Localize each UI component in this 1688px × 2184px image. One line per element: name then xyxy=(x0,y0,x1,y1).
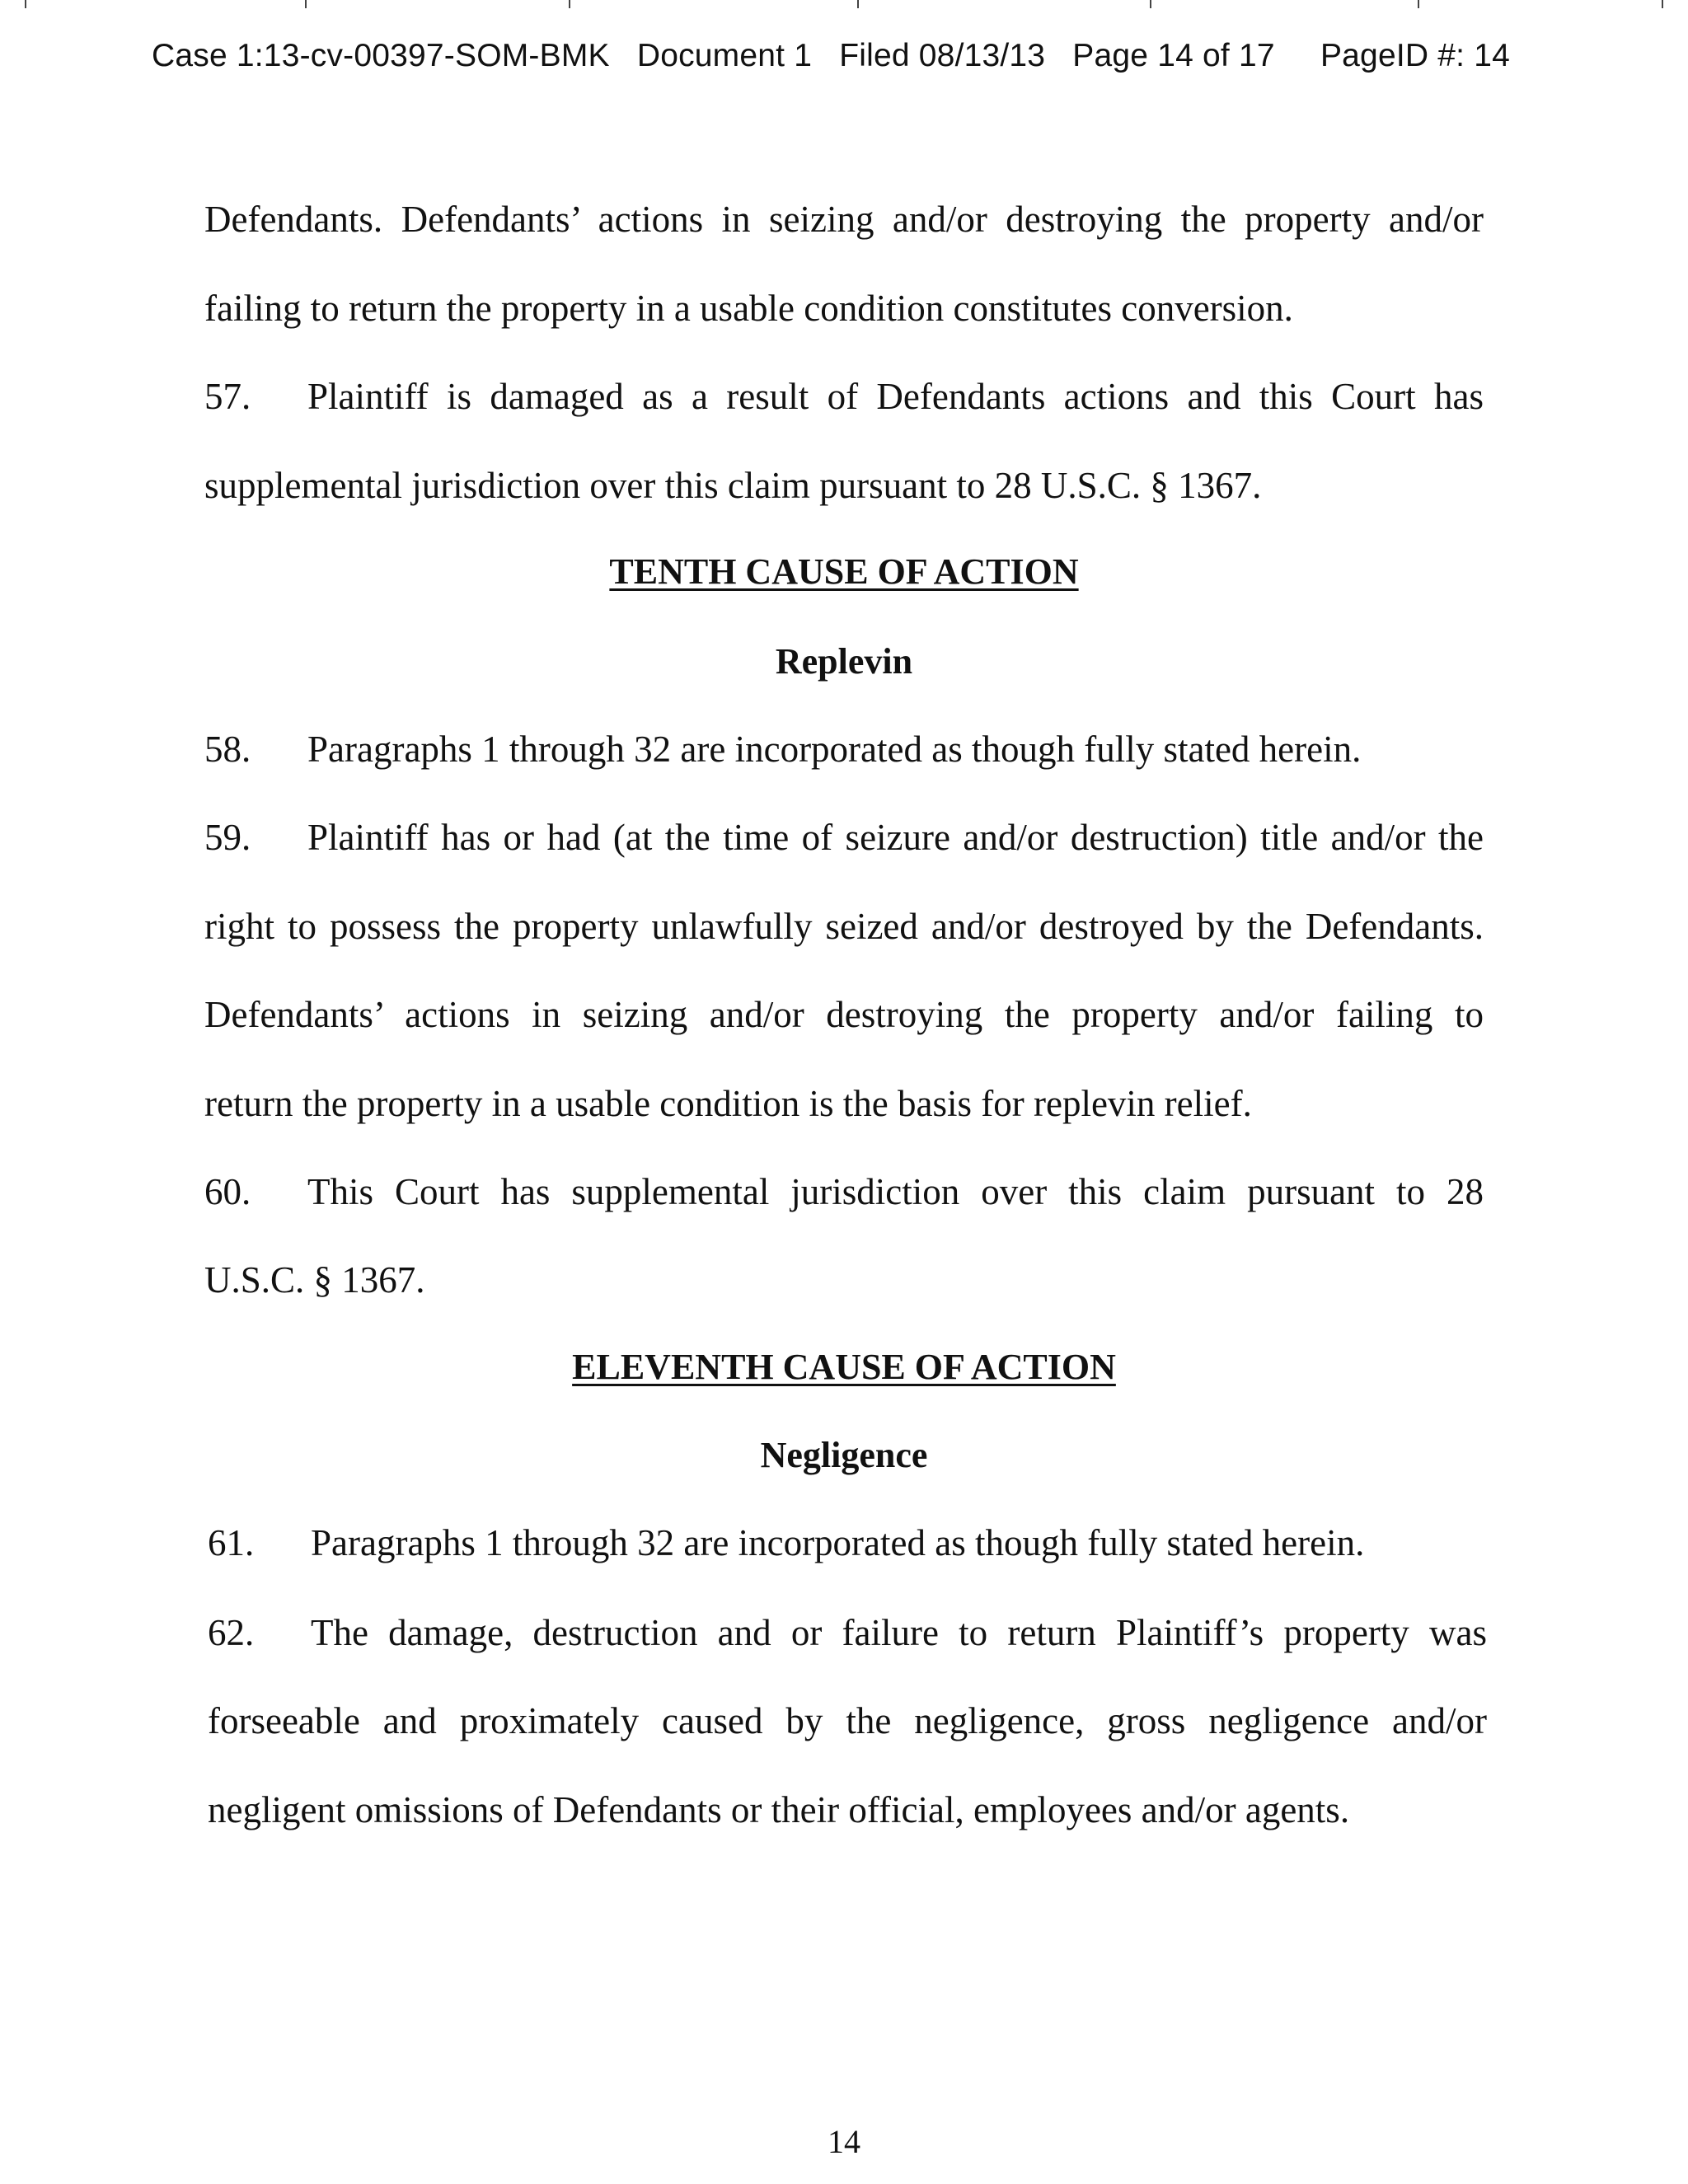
scan-mark xyxy=(305,0,307,8)
paragraph-57 xyxy=(204,375,1484,418)
paragraph-text: Plaintiff has or had (at the time of seizure and/or destruction) title and/or the xyxy=(307,817,1484,858)
body-line: supplemental jurisdiction over this claim pursuant to 28 U.S.C. § 1367. xyxy=(204,465,1262,506)
paragraph-number: 61. xyxy=(208,1522,255,1563)
scan-mark xyxy=(1418,0,1419,8)
scan-mark xyxy=(1150,0,1151,8)
subsection-heading: Replevin xyxy=(775,641,913,682)
paragraph-text: The damage, destruction and or failure to return Plaintiff’s property was xyxy=(311,1612,1487,1653)
body-line: negligent omissions of Defendants or their official, employees and/or agents. xyxy=(208,1789,1350,1830)
scan-mark xyxy=(857,0,859,8)
body-line: forseeable and proximately caused by the negligence, gross negligence and/or xyxy=(208,1700,1487,1741)
scan-mark xyxy=(569,0,570,8)
body-line: failing to return the property in a usable condition constitutes conversion. xyxy=(204,288,1293,329)
paragraph-number: 59. xyxy=(204,817,251,858)
paragraph-58 xyxy=(204,728,1361,771)
paragraph-number: 62. xyxy=(208,1612,255,1653)
paragraph-number: 60. xyxy=(204,1171,251,1212)
body-line: U.S.C. § 1367. xyxy=(204,1259,425,1301)
body-line: Defendants. Defendants’ actions in seizing and/or destroying the property and/or xyxy=(204,199,1484,240)
body-line: right to possess the property unlawfully seized and/or destroyed by the Defendants. xyxy=(204,906,1484,947)
page-number: 14 xyxy=(828,2123,860,2160)
paragraph-text: Plaintiff is damaged as a result of Defendants actions and this Court has xyxy=(307,376,1484,417)
paragraph-number: 57. xyxy=(204,376,251,417)
paragraph-text: Paragraphs 1 through 32 are incorporated as though fully stated herein. xyxy=(307,729,1362,770)
paragraph-text: This Court has supplemental jurisdiction over this claim pursuant to 28 xyxy=(307,1171,1484,1212)
body-line: return the property in a usable condition is the basis for replevin relief. xyxy=(204,1083,1252,1124)
section-heading xyxy=(0,551,1688,593)
paragraph-62 xyxy=(208,1611,1487,1654)
section-heading xyxy=(0,1346,1688,1388)
paragraph-text: Paragraphs 1 through 32 are incorporated as though fully stated herein. xyxy=(311,1522,1365,1563)
paragraph-60 xyxy=(204,1170,1484,1213)
subsection-heading: Negligence xyxy=(760,1435,928,1475)
heading-text: TENTH CAUSE OF ACTION xyxy=(609,551,1079,592)
heading-text: ELEVENTH CAUSE OF ACTION xyxy=(572,1347,1116,1387)
scan-mark xyxy=(25,0,26,8)
scan-mark xyxy=(1662,0,1663,8)
paragraph-number: 58. xyxy=(204,729,251,770)
paragraph-61 xyxy=(208,1521,1364,1564)
paragraph-59 xyxy=(204,816,1484,859)
ecf-filing-header: Case 1:13-cv-00397-SOM-BMK Document 1 Filed 08/13/13 Page 14 of 17 PageID #: 14 xyxy=(152,38,1511,73)
body-line: Defendants’ actions in seizing and/or destroying the property and/or failing to xyxy=(204,994,1484,1035)
